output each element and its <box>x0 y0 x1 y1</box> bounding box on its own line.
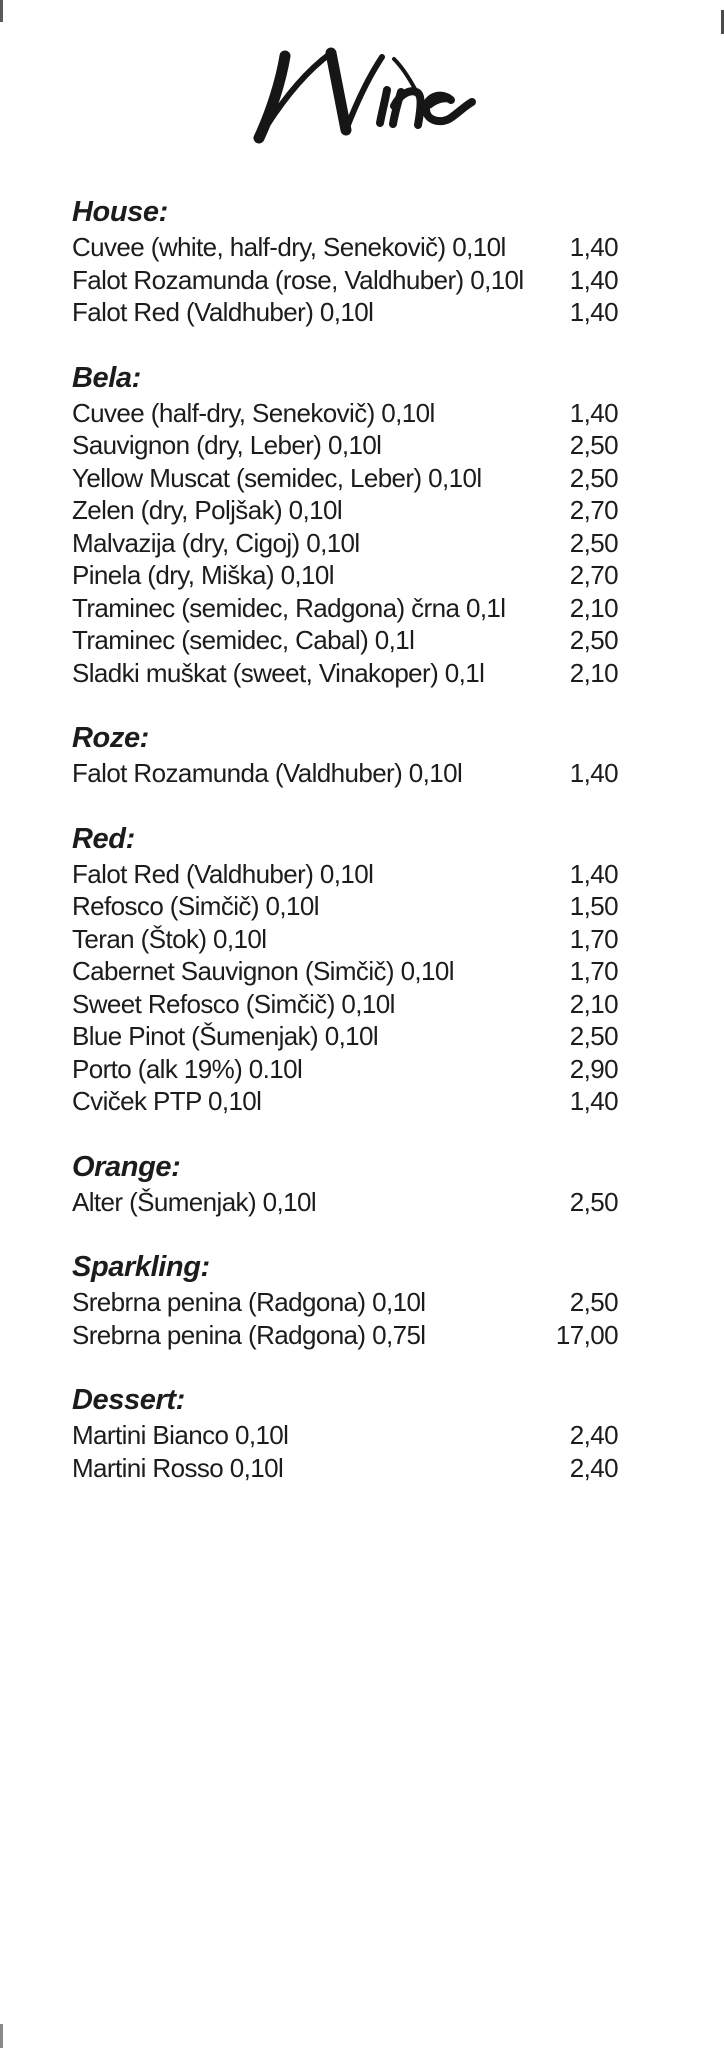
menu-item-label: Traminec (semidec, Radgona) črna 0,1l <box>72 592 506 623</box>
menu-item <box>72 624 618 657</box>
scan-edge-mark-bottom-left <box>0 2024 3 2048</box>
menu-item <box>72 494 618 527</box>
menu-item <box>72 1053 618 1086</box>
menu-item-price: 1,50 <box>569 891 618 921</box>
menu-item <box>72 657 618 690</box>
menu-item-label: Zelen (dry, Poljšak) 0,10l <box>72 495 343 525</box>
menu-item-label: Martini Bianco 0,10l <box>72 1420 289 1450</box>
menu-item-label: Sweet Refosco (Simčič) 0,10l <box>72 988 395 1019</box>
menu-section-house <box>72 194 618 329</box>
menu-item-price: 1,40 <box>569 232 618 262</box>
page-title <box>30 0 724 156</box>
menu-section-dessert <box>72 1382 618 1484</box>
menu-item-label: Falot Red (Valdhuber) 0,10l <box>72 858 374 889</box>
menu-item <box>72 592 618 625</box>
menu-sections <box>72 194 618 1484</box>
menu-item <box>72 429 618 462</box>
menu-item-label: Srebrna penina (Radgona) 0,75l <box>72 1319 426 1350</box>
menu-item-label: Sauvignon (dry, Leber) 0,10l <box>72 430 382 460</box>
menu-item <box>72 988 618 1021</box>
menu-item-label: Blue Pinot (Šumenjak) 0,10l <box>72 1021 379 1051</box>
menu-item <box>72 264 618 297</box>
menu-item-price: 1,40 <box>569 264 618 295</box>
menu-item-price: 2,50 <box>569 1287 618 1317</box>
menu-item <box>72 559 618 592</box>
menu-item-label: Falot Red (Valdhuber) 0,10l <box>72 297 374 327</box>
menu-item-label: Cabernet Sauvignon (Simčič) 0,10l <box>72 956 454 986</box>
section-heading: Roze: <box>72 722 149 754</box>
menu-section-orange <box>72 1149 618 1219</box>
menu-item-label: Pinela (dry, Miška) 0,10l <box>72 560 334 590</box>
menu-item-price: 2,70 <box>569 495 618 525</box>
menu-item-price: 1,70 <box>569 956 618 986</box>
menu-item <box>72 1419 618 1452</box>
menu-item-label: Falot Rozamunda (Valdhuber) 0,10l <box>72 758 463 788</box>
menu-item <box>72 231 618 264</box>
menu-item-price: 2,50 <box>569 1021 618 1051</box>
menu-item-price: 1,70 <box>569 923 618 954</box>
menu-item-label: Malvazija (dry, Cigoj) 0,10l <box>72 527 360 558</box>
menu-item <box>72 1020 618 1053</box>
menu-item-label: Falot Rozamunda (rose, Valdhuber) 0,10l <box>72 264 524 295</box>
menu-item-price: 1,40 <box>569 758 618 788</box>
menu-item-price: 2,50 <box>569 527 618 558</box>
menu-item-price: 2,90 <box>569 1053 618 1084</box>
wine-script-logo <box>252 46 502 156</box>
menu-item-label: Cuvee (half-dry, Senekovič) 0,10l <box>72 397 435 428</box>
menu-item-price: 2,70 <box>569 560 618 590</box>
menu-item-price: 2,50 <box>569 462 618 493</box>
menu-item-price: 1,40 <box>569 1086 618 1116</box>
menu-item <box>72 955 618 988</box>
menu-item-price: 1,40 <box>569 297 618 327</box>
menu-item <box>72 462 618 495</box>
menu-section-roze <box>72 720 618 790</box>
section-heading: Dessert: <box>72 1384 185 1416</box>
menu-item-label: Cuvee (white, half-dry, Senekovič) 0,10l <box>72 232 506 262</box>
menu-item <box>72 527 618 560</box>
section-heading: Red: <box>72 822 135 855</box>
section-heading: Orange: <box>72 1150 181 1183</box>
menu-section-sparkling <box>72 1249 618 1351</box>
menu-item <box>72 1452 618 1485</box>
menu-item-label: Alter (Šumenjak) 0,10l <box>72 1186 317 1217</box>
scan-edge-mark-top-left <box>0 0 3 22</box>
menu-item-price: 2,50 <box>569 430 618 460</box>
menu-item-label: Porto (alk 19%) 0.10l <box>72 1053 303 1084</box>
menu-item-price: 2,50 <box>569 1186 618 1217</box>
menu-item-price: 1,40 <box>569 858 618 889</box>
menu-item-price: 2,10 <box>569 988 618 1019</box>
menu-item-price: 2,40 <box>569 1452 618 1483</box>
menu-item <box>72 923 618 956</box>
menu-item-label: Traminec (semidec, Cabal) 0,1l <box>72 625 415 655</box>
menu-item-label: Refosco (Simčič) 0,10l <box>72 891 319 921</box>
menu-item-price: 2,40 <box>569 1420 618 1450</box>
menu-item-label: Teran (Štok) 0,10l <box>72 923 267 954</box>
menu-item-label: Yellow Muscat (semidec, Leber) 0,10l <box>72 462 482 493</box>
menu-item-price: 1,40 <box>569 397 618 428</box>
menu-item-label: Martini Rosso 0,10l <box>72 1452 284 1483</box>
menu-section-bela <box>72 360 618 690</box>
menu-item-price: 2,50 <box>569 625 618 655</box>
menu-item-price: 17,00 <box>555 1319 618 1350</box>
menu-item-label: Srebrna penina (Radgona) 0,10l <box>72 1287 426 1317</box>
menu-item <box>72 1085 618 1118</box>
menu-item <box>72 1319 618 1352</box>
menu-item <box>72 858 618 891</box>
section-heading: Bela: <box>72 361 141 394</box>
menu-item-label: Cviček PTP 0,10l <box>72 1086 262 1116</box>
menu-item <box>72 890 618 923</box>
menu-item <box>72 1186 618 1219</box>
section-heading: Sparkling: <box>72 1251 210 1283</box>
menu-item <box>72 757 618 790</box>
menu-item <box>72 397 618 430</box>
menu-item-price: 2,10 <box>569 657 618 688</box>
menu-section-red <box>72 821 618 1118</box>
menu-item-label: Sladki muškat (sweet, Vinakoper) 0,1l <box>72 657 485 688</box>
menu-item <box>72 296 618 329</box>
menu-item <box>72 1286 618 1319</box>
section-heading: House: <box>72 196 168 228</box>
menu-item-price: 2,10 <box>569 592 618 623</box>
